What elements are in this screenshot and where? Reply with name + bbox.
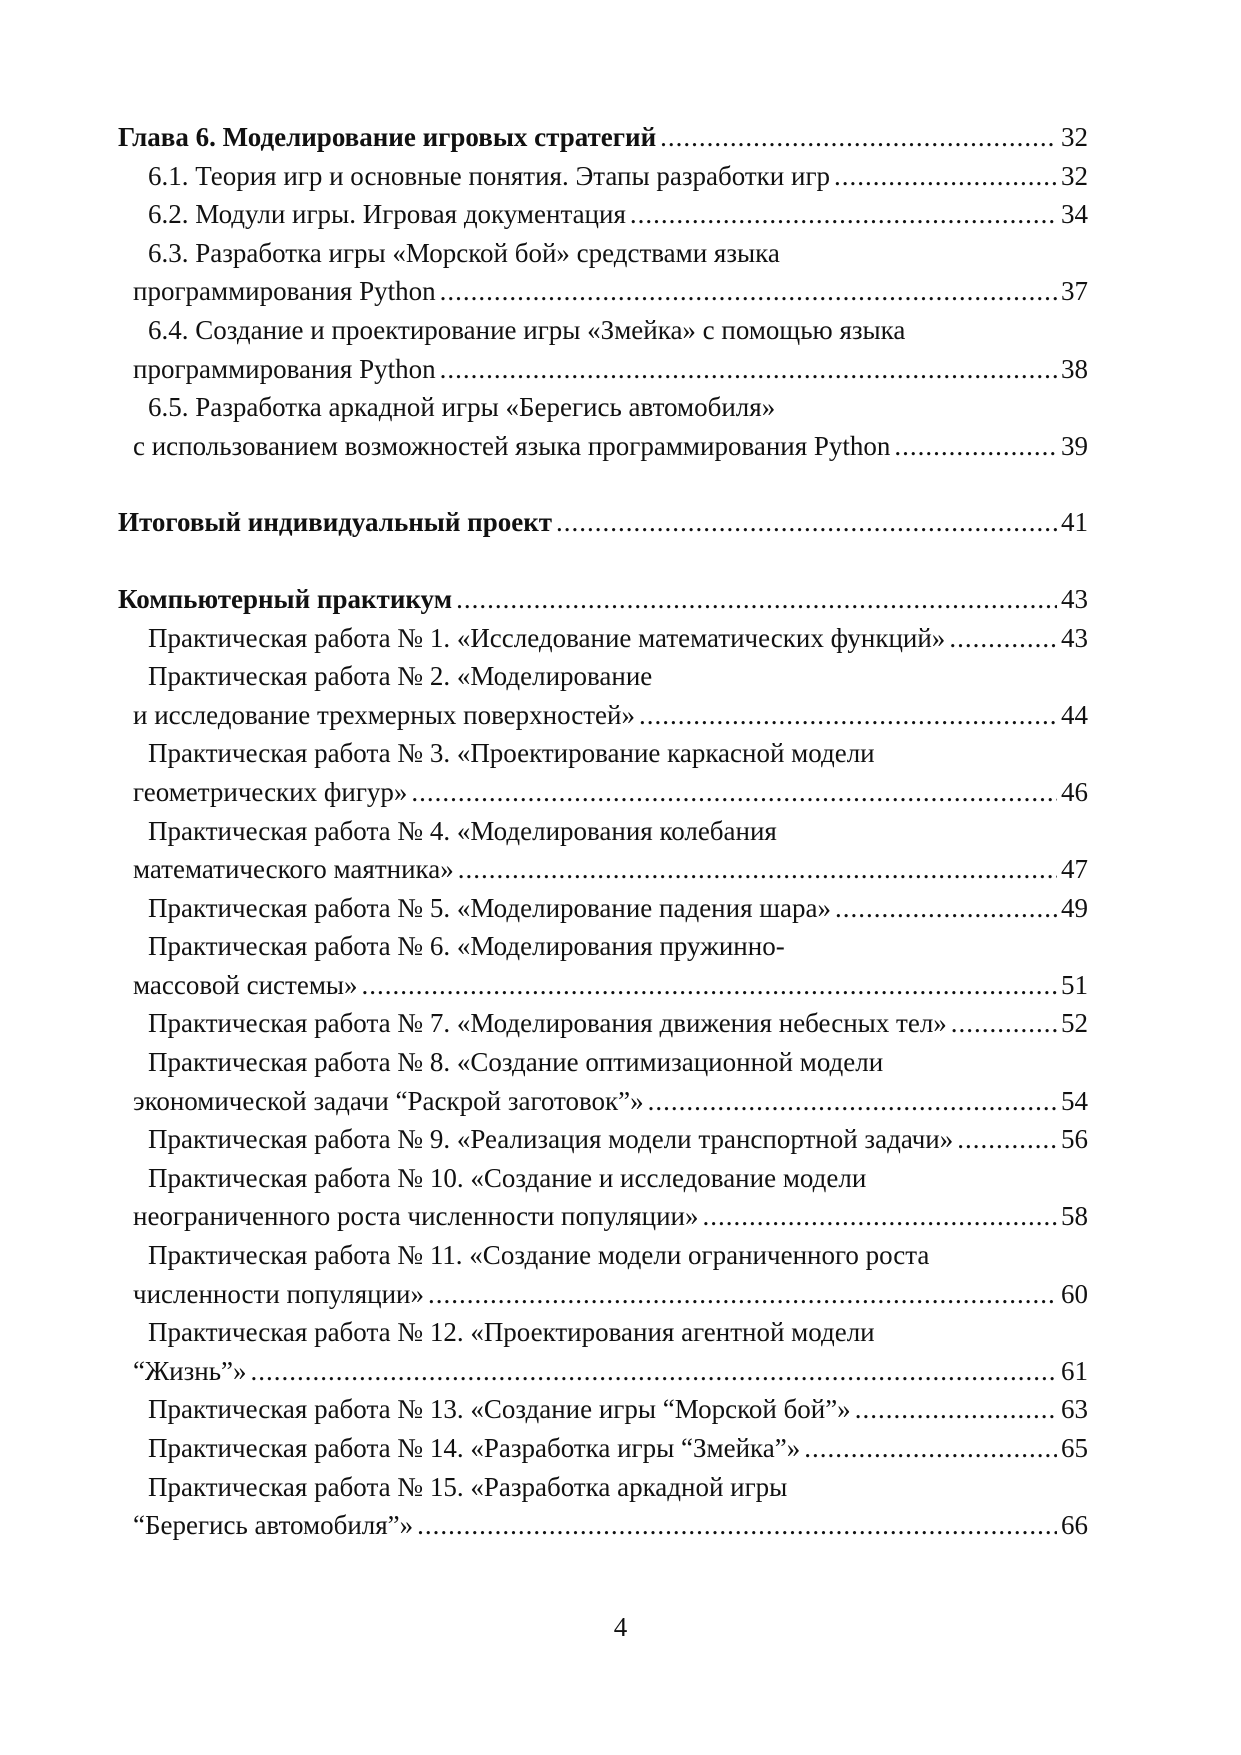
toc-entry-work-6-line2 xyxy=(118,966,1088,1005)
toc-entry-title: Практическая работа № 5. «Моделирование падения шара» xyxy=(148,892,832,923)
toc-entry-title: Практическая работа № 12. «Проектирования агентной модели xyxy=(148,1317,875,1348)
toc-entry-work-3-line2 xyxy=(118,773,1088,812)
toc-entry-work-2-line1 xyxy=(118,657,1088,696)
page-number: 4 xyxy=(613,1612,628,1642)
dot-leader xyxy=(456,580,1057,619)
dot-leader xyxy=(951,1004,1057,1043)
toc-entry-title: Практическая работа № 11. «Создание модели ограниченного роста xyxy=(148,1240,930,1271)
toc-entry-page: 58 xyxy=(1061,1201,1088,1232)
toc-entry-page: 65 xyxy=(1061,1433,1088,1463)
toc-entry-title: Практическая работа № 6. «Моделирования пружинно- xyxy=(148,931,785,962)
toc-entry-title: Практическая работа № 8. «Создание оптимизационной модели xyxy=(148,1047,884,1078)
toc-entry-6-4-line1 xyxy=(118,311,1088,350)
toc-entry-work-7 xyxy=(118,1004,1088,1043)
toc-entry-work-12-line1 xyxy=(118,1313,1088,1352)
toc-entry-title: геометрических фигур» xyxy=(133,776,408,807)
toc-entry-title: и исследование трехмерных поверхностей» xyxy=(133,699,635,730)
toc-entry-6-5-line1 xyxy=(118,388,1088,427)
toc-entry-title: 6.2. Модули игры. Игровая документация xyxy=(148,199,626,230)
toc-entry-title: программирования Python xyxy=(133,276,436,307)
toc-entry-work-8-line1 xyxy=(118,1043,1088,1082)
toc-entry-title: численности популяции» xyxy=(133,1278,424,1309)
toc-entry-title: 6.4. Создание и проектирование игры «Змейка» с помощью языка xyxy=(148,314,906,345)
toc-entry-work-3-line1 xyxy=(118,734,1088,773)
toc-entry-page: 34 xyxy=(1061,199,1088,230)
practical-works-list xyxy=(118,619,1088,1545)
dot-leader xyxy=(855,1390,1057,1429)
dot-leader xyxy=(639,696,1057,735)
toc-entry-work-11-line2 xyxy=(118,1275,1088,1314)
toc-entry-page: 43 xyxy=(1061,583,1088,614)
toc-entry-title: экономической задачи “Раскрой заготовок”» xyxy=(133,1085,644,1116)
dot-leader xyxy=(660,118,1057,157)
dot-leader xyxy=(417,1506,1057,1545)
toc-entry-title: с использованием возможностей языка программирования Python xyxy=(133,430,891,461)
toc-entry-work-4-line2 xyxy=(118,850,1088,889)
toc-entry-page: 38 xyxy=(1061,353,1088,384)
dot-leader xyxy=(835,889,1057,928)
toc-entry-work-1 xyxy=(118,619,1088,658)
toc-entry-practicum xyxy=(118,580,1088,619)
toc-entry-6-4-line2 xyxy=(118,350,1088,389)
toc-entry-chapter-6 xyxy=(118,118,1088,157)
toc-entry-work-2-line2 xyxy=(118,696,1088,735)
dot-leader xyxy=(894,427,1057,466)
toc-entry-page: 37 xyxy=(1061,276,1088,307)
toc-entry-title: Практическая работа № 10. «Создание и исследование модели xyxy=(148,1162,867,1193)
toc-entry-work-11-line1 xyxy=(118,1236,1088,1275)
toc-entry-page: 54 xyxy=(1061,1085,1088,1116)
toc-entry-title: Практическая работа № 14. «Разработка игры “Змейка”» xyxy=(148,1433,801,1463)
toc-entry-work-14 xyxy=(118,1429,1088,1468)
toc-entry-page: 60 xyxy=(1061,1278,1088,1309)
dot-leader xyxy=(804,1429,1057,1468)
toc-entry-page: 44 xyxy=(1061,699,1088,730)
toc-entry-work-15-line2 xyxy=(118,1506,1088,1545)
dot-leader xyxy=(630,195,1057,234)
toc-entry-work-13 xyxy=(118,1390,1088,1429)
toc-entry-page: 63 xyxy=(1061,1394,1088,1425)
table-of-contents xyxy=(118,118,1088,1545)
toc-entry-work-15-line1 xyxy=(118,1468,1088,1507)
toc-entry-page: 39 xyxy=(1061,430,1088,461)
dot-leader xyxy=(556,503,1057,542)
toc-entry-page: 52 xyxy=(1061,1008,1088,1039)
toc-entry-title: Глава 6. Моделирование игровых стратегий xyxy=(118,122,657,152)
dot-leader xyxy=(440,350,1057,389)
toc-entry-work-9 xyxy=(118,1120,1088,1159)
toc-entry-page: 56 xyxy=(1061,1124,1088,1155)
toc-entry-page: 43 xyxy=(1061,622,1088,653)
dot-leader xyxy=(362,966,1057,1005)
toc-entry-title: массовой системы» xyxy=(133,969,358,1000)
toc-entry-title: Практическая работа № 4. «Моделирования колебания xyxy=(148,815,777,846)
toc-entry-work-6-line1 xyxy=(118,927,1088,966)
toc-entry-title: Практическая работа № 9. «Реализация модели транспортной задачи» xyxy=(148,1124,954,1155)
toc-entry-work-8-line2 xyxy=(118,1082,1088,1121)
toc-entry-title: 6.1. Теория игр и основные понятия. Этапы разработки игр xyxy=(148,160,831,191)
dot-leader xyxy=(251,1352,1057,1391)
toc-entry-6-1 xyxy=(118,157,1088,196)
toc-entry-page: 32 xyxy=(1061,122,1088,152)
dot-leader xyxy=(834,157,1057,196)
toc-entry-6-5-line2 xyxy=(118,427,1088,466)
toc-entry-final-project xyxy=(118,503,1088,542)
toc-entry-page: 66 xyxy=(1061,1510,1088,1541)
toc-entry-6-2 xyxy=(118,195,1088,234)
dot-leader xyxy=(411,773,1057,812)
toc-entry-page: 47 xyxy=(1061,854,1088,885)
toc-entry-work-4-line1 xyxy=(118,812,1088,851)
toc-entry-title: математического маятника» xyxy=(133,854,454,885)
toc-entry-title: Практическая работа № 7. «Моделирования движения небесных тел» xyxy=(148,1008,947,1039)
dot-leader xyxy=(949,619,1057,658)
toc-entry-work-10-line2 xyxy=(118,1197,1088,1236)
toc-entry-title: неограниченного роста численности популяции» xyxy=(133,1201,699,1232)
toc-entry-title: Практическая работа № 3. «Проектирование каркасной модели xyxy=(148,738,875,769)
dot-leader xyxy=(957,1120,1057,1159)
toc-entry-page: 61 xyxy=(1061,1355,1088,1386)
toc-entry-title: 6.3. Разработка игры «Морской бой» средствами языка xyxy=(148,237,780,268)
dot-leader xyxy=(703,1197,1058,1236)
dot-leader xyxy=(458,850,1057,889)
toc-entry-page: 41 xyxy=(1061,507,1088,538)
toc-entry-page: 46 xyxy=(1061,776,1088,807)
toc-entry-title: 6.5. Разработка аркадной игры «Берегись автомобиля» xyxy=(148,392,776,423)
toc-entry-work-10-line1 xyxy=(118,1159,1088,1198)
toc-entry-title: Практическая работа № 2. «Моделирование xyxy=(148,661,653,692)
toc-entry-title: “Берегись автомобиля”» xyxy=(133,1510,414,1541)
toc-entry-work-5 xyxy=(118,889,1088,928)
toc-entry-page: 51 xyxy=(1061,969,1088,1000)
dot-leader xyxy=(428,1275,1057,1314)
toc-entry-title: Практическая работа № 15. «Разработка аркадной игры xyxy=(148,1471,788,1502)
toc-entry-page: 49 xyxy=(1061,892,1088,923)
dot-leader xyxy=(440,272,1057,311)
toc-entry-title: Итоговый индивидуальный проект xyxy=(118,507,553,538)
toc-entry-title: “Жизнь”» xyxy=(133,1355,247,1386)
toc-entry-title: Практическая работа № 1. «Исследование математических функций» xyxy=(148,622,946,653)
toc-entry-work-12-line2 xyxy=(118,1352,1088,1391)
dot-leader xyxy=(648,1082,1057,1121)
toc-entry-title: Практическая работа № 13. «Создание игры “Морской бой”» xyxy=(148,1394,851,1425)
toc-entry-6-3-line1 xyxy=(118,234,1088,273)
toc-entry-title: Компьютерный практикум xyxy=(118,583,453,614)
toc-entry-title: программирования Python xyxy=(133,353,436,384)
toc-entry-6-3-line2 xyxy=(118,272,1088,311)
toc-entry-page: 32 xyxy=(1061,160,1088,191)
